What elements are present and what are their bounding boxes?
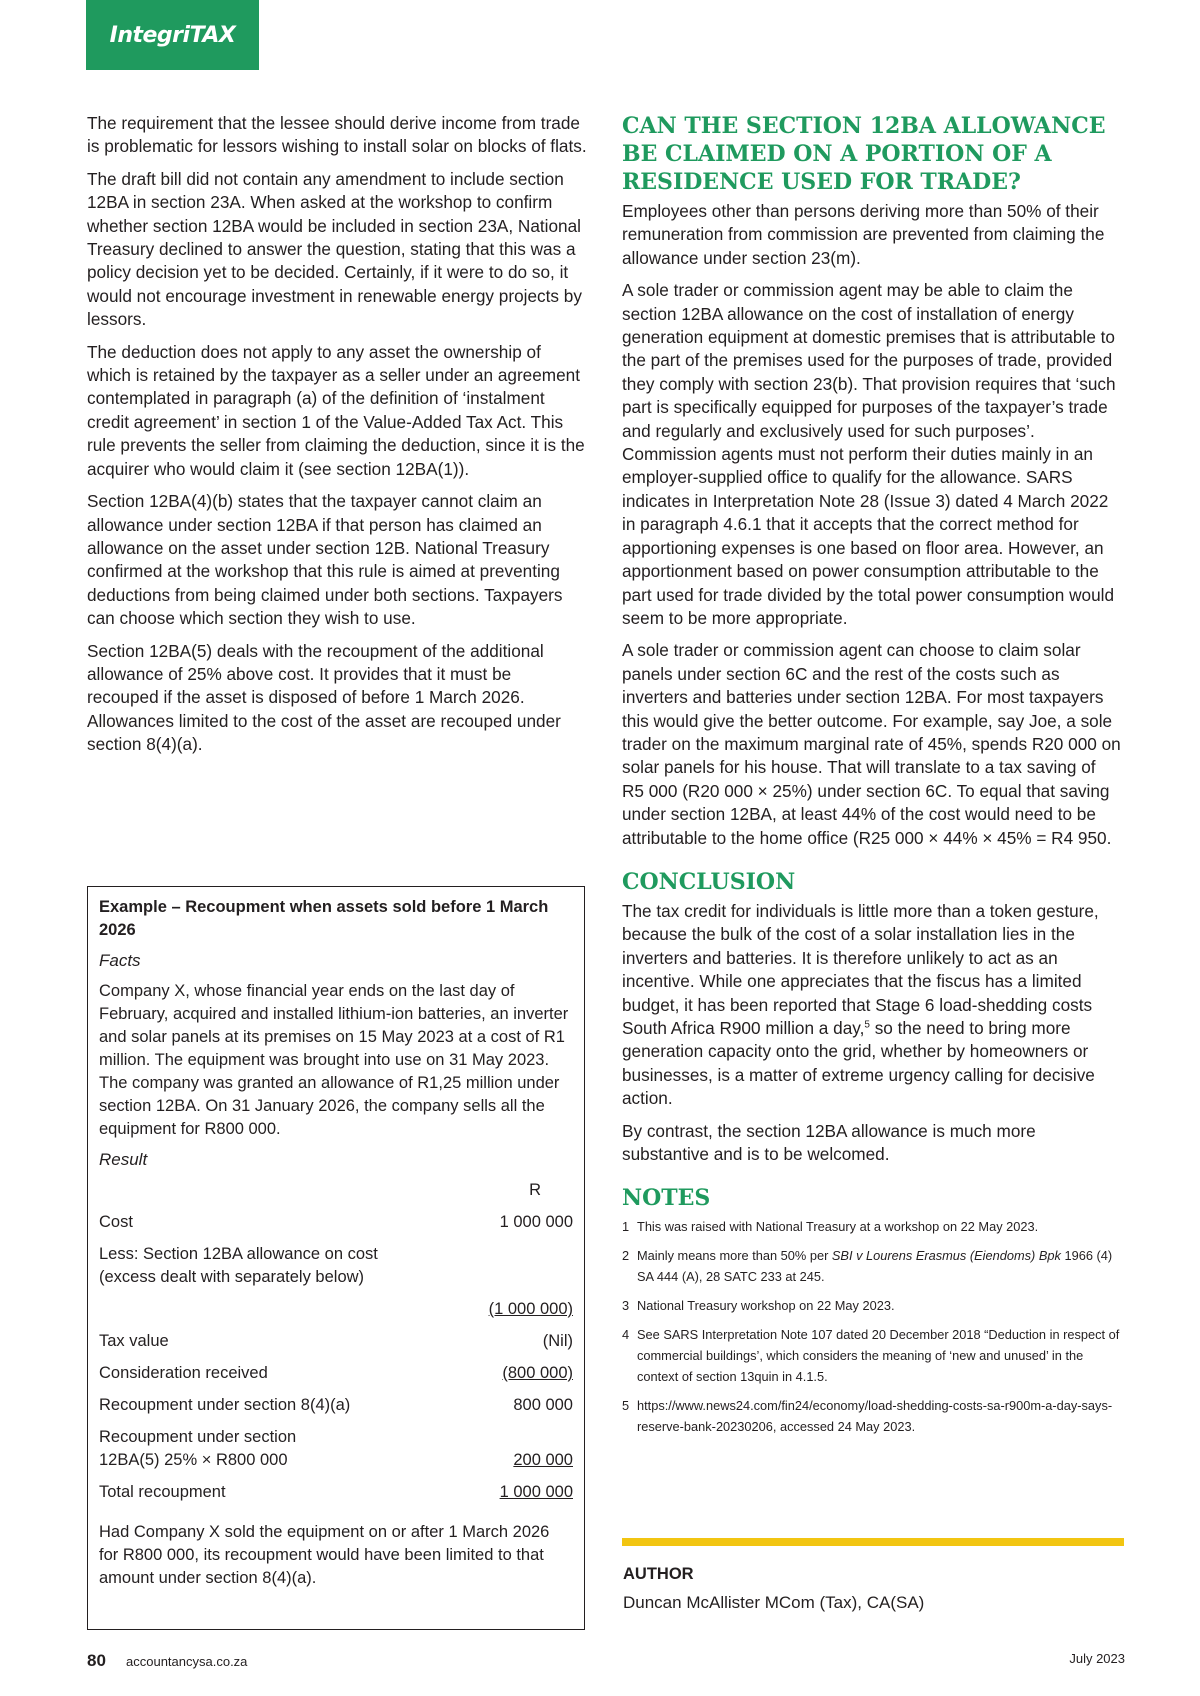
body-paragraph: The draft bill did not contain any amendment to include section 12BA in section 23A. When asked at the workshop to confirm whether section 12BA would be included in section 23A, National Treasury declined to answer the question, stating that this was a policy decision yet to be decided. Certainly, if it were to do so, it would not encourage investment in renewable energy projects by lessors. [87,168,582,330]
example-box [87,886,585,1630]
section-heading: CAN THE SECTION 12BA ALLOWANCE BE CLAIMED ON A PORTION OF A RESIDENCE USED FOR TRADE? [622,113,1106,195]
body-paragraph: Section 12BA(5) deals with the recoupment of the additional allowance of 25% above cost. It provides that it must be recouped if the asset is disposed of before 1 March 2026. Allowances limited to the cost of the asset are recouped under section 8(4)(a). [87,640,561,755]
row-value: (Nil) [542,1332,573,1350]
site-url[interactable]: accountancysa.co.za [126,1654,248,1669]
row-value: (1 000 000) [488,1300,573,1318]
section-heading: NOTES [622,1185,711,1212]
author-label: AUTHOR [623,1565,694,1583]
body-paragraph: The deduction does not apply to any asset the ownership of which is retained by the taxpayer as a seller under an agreement contemplated in paragraph (a) of the definition of ‘instalment credit agreement’ in section 1 of the Value-Added Tax Act. This rule prevents the seller from claiming the deduction, since it is the acquirer who would claim it (see section 12BA(1)). [87,341,585,479]
issue-date: July 2023 [1069,1651,1125,1666]
brand-logo: IntegriTAX [86,0,259,70]
row-value: 1 000 000 [499,1483,573,1501]
row-label: Cost [99,1213,133,1231]
row-label: Recoupment under section [99,1428,297,1446]
note-item: 2 Mainly means more than 50% per SBI v Lourens Erasmus (Eiendoms) Bpk 1966 (4) SA 444 (A), 28 SATC 233 at 245. [622,1248,1113,1285]
row-label: Tax value [99,1332,169,1350]
author-name: Duncan McAllister MCom (Tax), CA(SA) [623,1593,925,1612]
notes-list [622,1216,1122,1437]
body-paragraph: Employees other than persons deriving more than 50% of their remuneration from commission are prevented from claiming the allowance under section 23(m). [622,201,1105,268]
row-label: Recoupment under section 8(4)(a) [99,1396,351,1414]
currency-header: R [529,1181,541,1199]
right-column [622,112,1122,1445]
body-paragraph: A sole trader or commission agent may be able to claim the section 12BA allowance on the cost of installation of energy generation equipment at domestic premises that is attributable to the part of the premises used for the purposes of trade, provided they comply with section 23(b). That provision requires that ‘such part is specifically equipped for purposes of the taxpayer’s trade and regularly and exclusively used for such purposes’. Commission agents must not perform their duties mainly in an employer-supplied office to qualify for the allowance. SARS indicates in Interpretation Note 28 (Issue 3) dated 4 March 2022 in paragraph 4.6.1 that it accepts that the correct method for apportioning expenses is one based on floor area. However, an apportionment based on power consumption attributable to the part used for trade divided by the total power consumption would seem to be more appropriate. [622,280,1116,628]
example-closing: Had Company X sold the equipment on or after 1 March 2026 for R800 000, its recoupment would have been limited to that amount under section 8(4)(a). [99,1523,550,1587]
note-item: 3 National Treasury workshop on 22 May 2023. [622,1298,895,1314]
section-heading: CONCLUSION [622,868,796,895]
row-value: 200 000 [513,1451,573,1469]
row-label: Total recoupment [99,1483,226,1501]
result-label: Result [99,1150,148,1169]
footnote-ref: 5 [864,1019,870,1031]
row-label: (excess dealt with separately below) [99,1268,365,1286]
recoupment-table [99,1179,573,1504]
row-value: 1 000 000 [499,1213,573,1231]
body-paragraph: A sole trader or commission agent can choose to claim solar panels under section 6C and the rest of the costs such as inverters and batteries under section 12BA. For most taxpayers this would give the better outcome. For example, say Joe, a sole trader on the maximum marginal rate of 45%, spends R20 000 on solar panels for his house. That will translate to a tax saving of R5 000 (R20 000 × 25%) under section 6C. To equal that saving under section 12BA, at least 44% of the cost would need to be attributable to the home office (R25 000 × 44% × 45% = R4 950. [622,640,1121,848]
row-value: 800 000 [513,1396,573,1414]
author-divider [622,1538,1124,1546]
note-item: 5 https://www.news24.com/fin24/economy/load-shedding-costs-sa-r900m-a-day-says-reserve-bank-20230206, accessed 24 May 2023. [622,1395,1122,1437]
note-item: 4 See SARS Interpretation Note 107 dated 20 December 2018 “Deduction in respect of commercial buildings’, which considers the meaning of ‘new and unused’ in the context of section 13quin in 4.1.5. [622,1327,1120,1385]
row-label: Less: Section 12BA allowance on cost [99,1245,378,1263]
example-title: Example – Recoupment when assets sold before 1 March 2026 [99,898,549,939]
row-label: Consideration received [99,1364,268,1382]
note-link[interactable]: https://www.news24.com/fin24/economy/load-shedding-costs-sa-r900m-a-day-says-reserve-bank-20230206, accessed 24 May 2023. [637,1398,1113,1435]
facts-text: Company X, whose financial year ends on the last day of February, acquired and installed lithium-ion batteries, an inverter and solar panels at its premises on 15 May 2023 at a cost of R1 million. The equipment was brought into use on 31 May 2023. The company was granted an allowance of R1,25 million under section 12BA. On 31 January 2026, the company sells all the equipment for R800 000. [99,982,569,1138]
body-paragraph: Section 12BA(4)(b) states that the taxpayer cannot claim an allowance under section 12BA if that person has claimed an allowance on the asset under section 12B. National Treasury confirmed at the workshop that this rule is aimed at preventing deductions from being claimed under both sections. Taxpayers can choose which section they wish to use. [87,491,563,629]
row-value: (800 000) [502,1364,573,1382]
body-paragraph: The requirement that the lessee should derive income from trade is problematic for lessors wishing to install solar on blocks of flats. [87,113,587,157]
body-paragraph: By contrast, the section 12BA allowance is much more substantive and is to be welcomed. [622,1120,1036,1165]
page-number: 80 [87,1651,106,1670]
facts-label: Facts [99,951,141,970]
body-paragraph: The tax credit for individuals is little more than a token gesture, because the bulk of the cost of a solar installation lies in the inverters and batteries. It is therefore unlikely to act as an incentive. While one appreciates that the fiscus has a limited budget, it has been reported that Stage 6 load-shedding costs South Africa R900 million a day,$^5$ so the need to bring more generation capacity onto the grid, whether by homeowners or businesses, is a matter of extreme urgency calling for decisive action. [622,900,1099,1109]
note-item: 1 This was raised with National Treasury at a workshop on 22 May 2023. [622,1219,1039,1235]
row-label: 12BA(5) 25% × R800 000 [99,1451,288,1469]
left-column [87,112,587,766]
